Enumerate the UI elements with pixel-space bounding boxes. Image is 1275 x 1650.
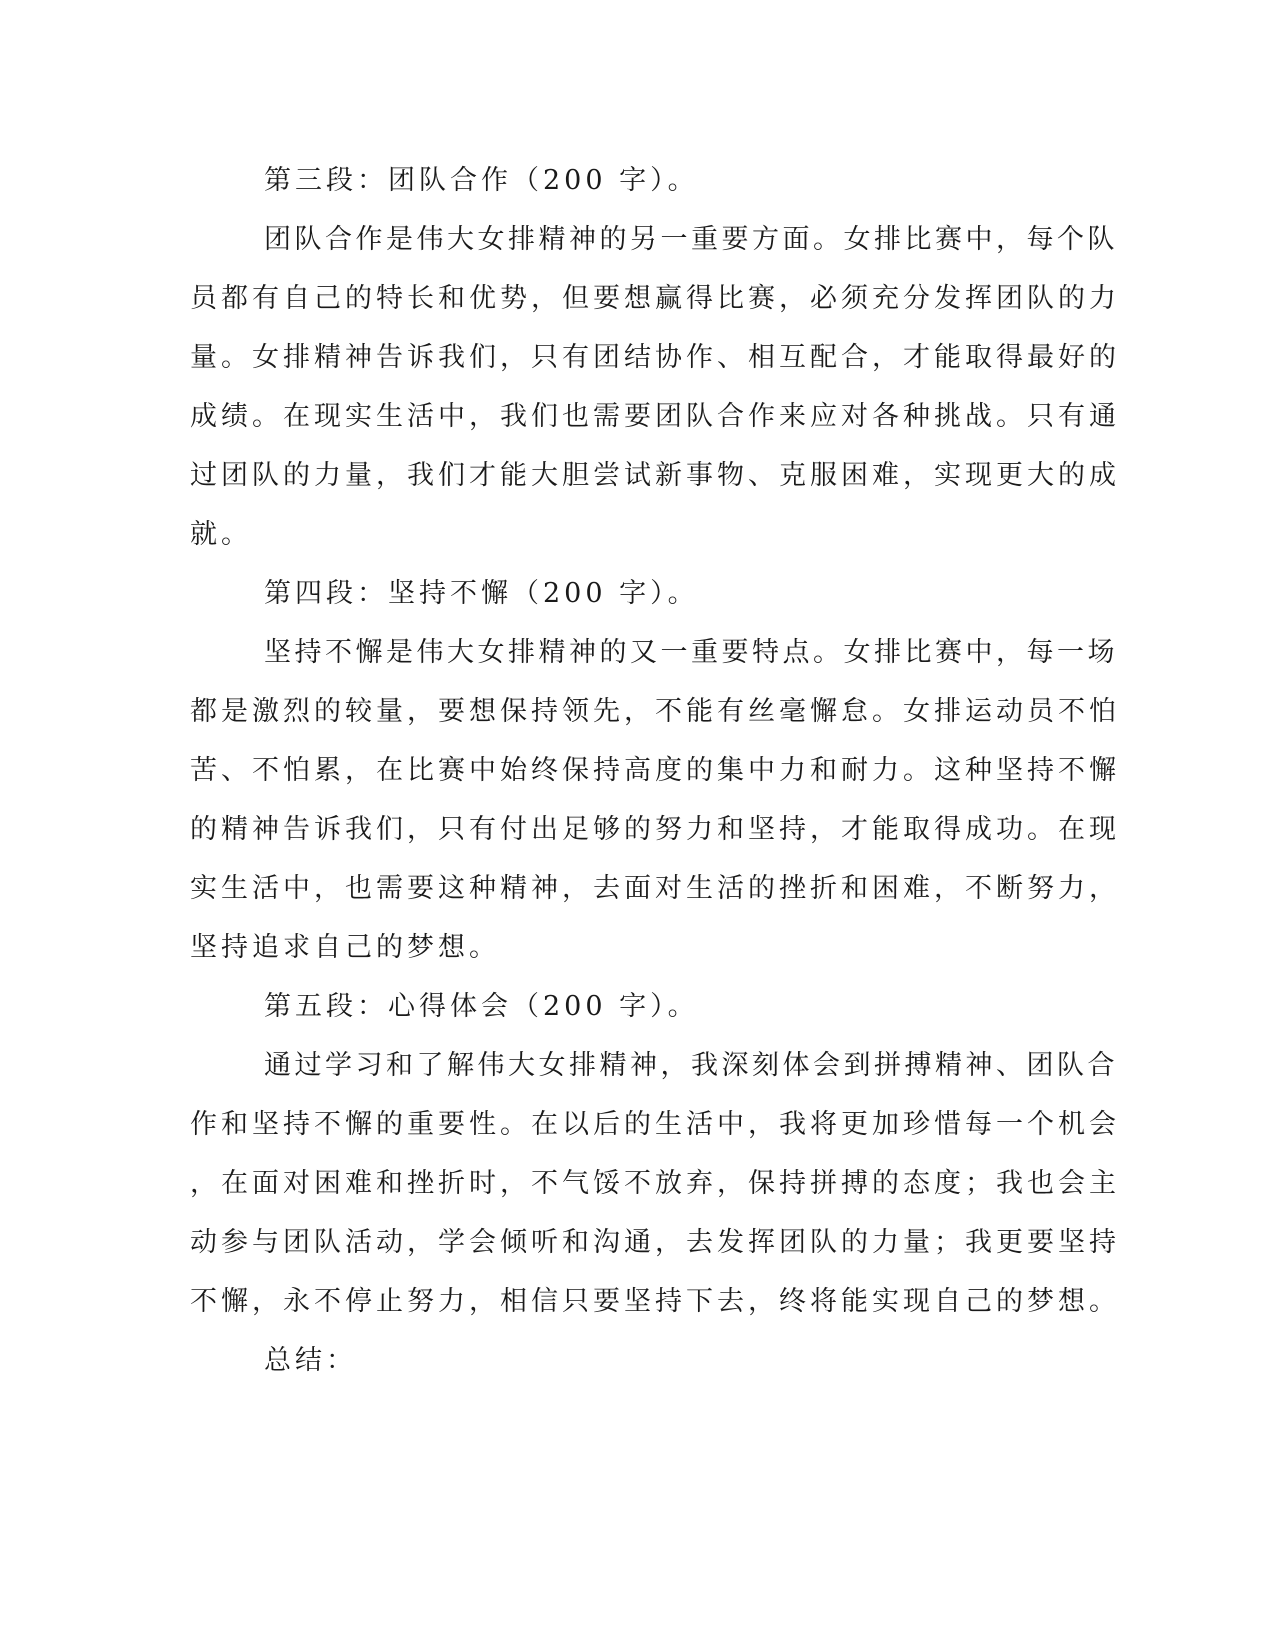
section-heading: 第三段：团队合作（200 字）。	[264, 165, 699, 196]
section-heading: 第五段：心得体会（200 字）。	[264, 991, 699, 1022]
summary-heading: 总结：	[264, 1345, 357, 1376]
paragraph-line: 苦、不怕累，在比赛中始终保持高度的集中力和耐力。这种坚持不懈	[190, 755, 1120, 786]
paragraph-line: 不懈，永不停止努力，相信只要坚持下去，终将能实现自己的梦想。	[190, 1286, 1120, 1317]
paragraph-line: 动参与团队活动，学会倾听和沟通，去发挥团队的力量；我更要坚持	[190, 1227, 1120, 1258]
paragraph-line: 作和坚持不懈的重要性。在以后的生活中，我将更加珍惜每一个机会	[190, 1109, 1120, 1140]
paragraph-line: 成绩。在现实生活中，我们也需要团队合作来应对各种挑战。只有通	[190, 401, 1120, 432]
paragraph-line: 量。女排精神告诉我们，只有团结协作、相互配合，才能取得最好的	[190, 342, 1120, 373]
paragraph-line: 坚持不懈是伟大女排精神的又一重要特点。女排比赛中，每一场	[264, 637, 1118, 668]
paragraph-line: 过团队的力量，我们才能大胆尝试新事物、克服困难，实现更大的成	[190, 460, 1120, 491]
paragraph-line: 实生活中，也需要这种精神，去面对生活的挫折和困难，不断努力，	[190, 873, 1120, 904]
paragraph-line: 坚持追求自己的梦想。	[190, 932, 500, 963]
paragraph-line: 通过学习和了解伟大女排精神，我深刻体会到拼搏精神、团队合	[264, 1050, 1118, 1081]
paragraph-line: 就。	[190, 519, 252, 550]
paragraph-line: 的精神告诉我们，只有付出足够的努力和坚持，才能取得成功。在现	[190, 814, 1120, 845]
paragraph-line: 团队合作是伟大女排精神的另一重要方面。女排比赛中，每个队	[264, 224, 1118, 255]
paragraph-line: ，在面对困难和挫折时，不气馁不放弃，保持拼搏的态度；我也会主	[190, 1168, 1120, 1199]
section-heading: 第四段：坚持不懈（200 字）。	[264, 578, 699, 609]
paragraph-line: 都是激烈的较量，要想保持领先，不能有丝毫懈怠。女排运动员不怕	[190, 696, 1120, 727]
paragraph-line: 员都有自己的特长和优势，但要想赢得比赛，必须充分发挥团队的力	[190, 283, 1120, 314]
